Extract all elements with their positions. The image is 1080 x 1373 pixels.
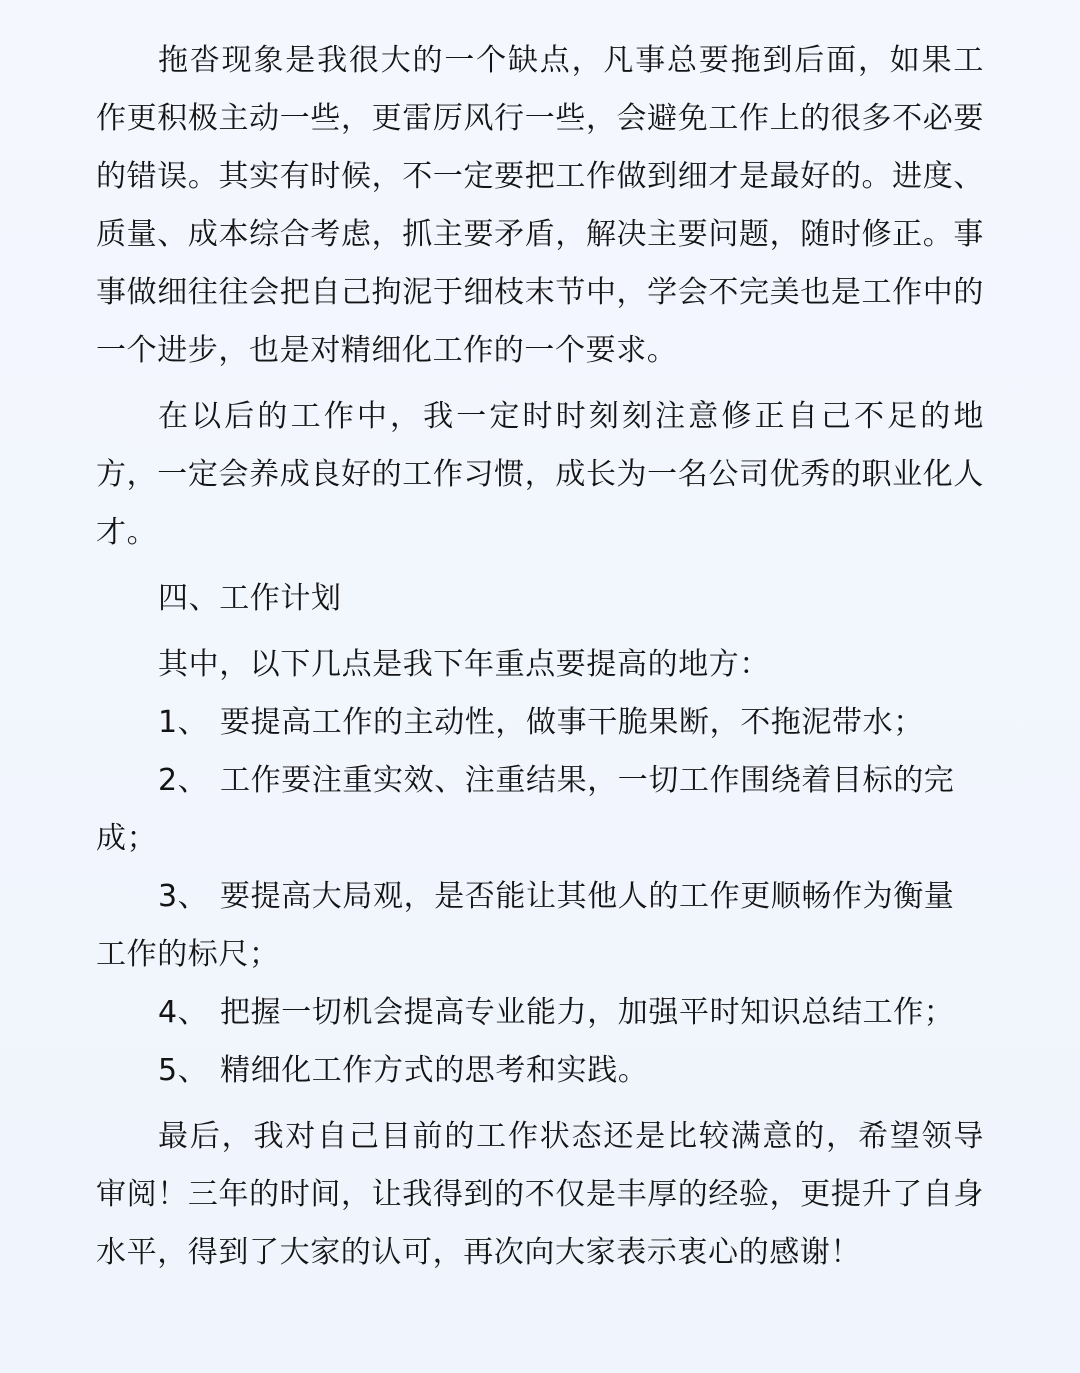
paragraph-future-commitment: 在以后的工作中，我一定时时刻刻注意修正自己不足的地方，一定会养成良好的工作习惯，成长为一名公司优秀的职业化人才。 (96, 399, 984, 550)
plan-item-number: 3、 (158, 879, 209, 914)
plan-item-number: 1、 (158, 705, 209, 740)
paragraph-procrastination: 拖沓现象是我很大的一个缺点，凡事总要拖到后面，如果工作更积极主动一些，更雷厉风行一些，会避免工作上的很多不必要的错误。其实有时候，不一定要把工作做到细才是最好的。进度、质量、成本综合考虑，抓主要矛盾，解决主要问题，随时修正。事事做细往往会把自己拘泥于细枝末节中，学会不完美也是工作中的一个进步，也是对精细化工作的一个要求。 (96, 43, 984, 368)
plan-item-text: 要提高大局观，是否能让其他人的工作更顺畅作为衡量工作的标尺； (96, 879, 955, 972)
plan-item-text: 工作要注重实效、注重结果，一切工作围绕着目标的完成； (96, 763, 955, 856)
plan-item-text: 要提高工作的主动性，做事干脆果断，不拖泥带水； (220, 705, 924, 740)
plan-item-number: 4、 (158, 995, 209, 1030)
plan-item-5 (96, 1042, 984, 1100)
plan-item-3 (96, 868, 984, 984)
paragraph-plan-intro: 其中，以下几点是我下年重点要提高的地方： (158, 647, 770, 682)
section-heading-work-plan: 四、工作计划 (158, 581, 342, 616)
plan-item-text: 精细化工作方式的思考和实践。 (220, 1053, 649, 1088)
plan-item-number: 5、 (158, 1053, 209, 1088)
plan-item-1 (96, 694, 984, 752)
plan-item-number: 2、 (158, 763, 209, 798)
plan-item-2 (96, 752, 984, 868)
plan-item-text: 把握一切机会提高专业能力，加强平时知识总结工作； (220, 995, 955, 1030)
paragraph-closing: 最后，我对自己目前的工作状态还是比较满意的，希望领导审阅！三年的时间，让我得到的不仅是丰厚的经验，更提升了自身水平，得到了大家的认可，再次向大家表示衷心的感谢！ (96, 1119, 984, 1270)
plan-item-4 (96, 984, 984, 1042)
